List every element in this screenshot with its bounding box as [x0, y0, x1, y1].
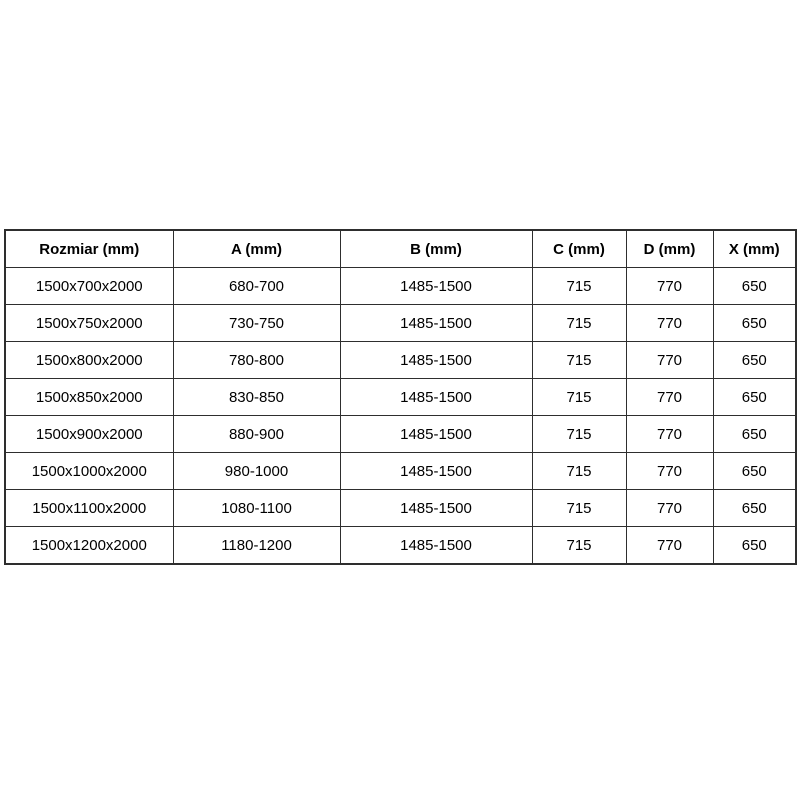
table-cell: 1485-1500 — [340, 527, 532, 565]
table-cell: 780-800 — [173, 342, 340, 379]
header-cell: X (mm) — [713, 230, 796, 268]
table-cell: 1485-1500 — [340, 490, 532, 527]
table-cell: 715 — [532, 416, 626, 453]
dimensions-table — [4, 229, 797, 565]
table-row — [5, 379, 796, 416]
table-cell: 1500x750x2000 — [5, 305, 173, 342]
table-cell: 715 — [532, 527, 626, 565]
table-cell: 650 — [713, 342, 796, 379]
table-cell: 650 — [713, 527, 796, 565]
table-cell: 1180-1200 — [173, 527, 340, 565]
table-row — [5, 453, 796, 490]
table-cell: 650 — [713, 453, 796, 490]
table-cell: 715 — [532, 268, 626, 305]
table-cell: 980-1000 — [173, 453, 340, 490]
table-cell: 650 — [713, 490, 796, 527]
table-cell: 650 — [713, 305, 796, 342]
table-cell: 1500x800x2000 — [5, 342, 173, 379]
header-cell: Rozmiar (mm) — [5, 230, 173, 268]
table-cell: 1500x1200x2000 — [5, 527, 173, 565]
table-cell: 715 — [532, 379, 626, 416]
table-cell: 650 — [713, 416, 796, 453]
table-cell: 830-850 — [173, 379, 340, 416]
table-cell: 770 — [626, 416, 713, 453]
table-cell: 770 — [626, 379, 713, 416]
table-cell: 715 — [532, 490, 626, 527]
table-header — [5, 230, 796, 268]
table-cell: 715 — [532, 453, 626, 490]
table-cell: 650 — [713, 268, 796, 305]
table-cell: 770 — [626, 268, 713, 305]
table-cell: 880-900 — [173, 416, 340, 453]
table-row — [5, 416, 796, 453]
table-cell: 715 — [532, 305, 626, 342]
table-cell: 1485-1500 — [340, 416, 532, 453]
table-cell: 650 — [713, 379, 796, 416]
table-row — [5, 305, 796, 342]
table-body — [5, 268, 796, 565]
table-cell: 1485-1500 — [340, 379, 532, 416]
table-cell: 715 — [532, 342, 626, 379]
header-cell: A (mm) — [173, 230, 340, 268]
table-row — [5, 490, 796, 527]
table-cell: 1485-1500 — [340, 268, 532, 305]
header-cell: C (mm) — [532, 230, 626, 268]
table-cell: 770 — [626, 527, 713, 565]
table-cell: 770 — [626, 305, 713, 342]
table-row — [5, 268, 796, 305]
table-cell: 730-750 — [173, 305, 340, 342]
table-cell: 770 — [626, 453, 713, 490]
table-cell: 1500x1100x2000 — [5, 490, 173, 527]
table-row — [5, 342, 796, 379]
table-header-row — [5, 230, 796, 268]
table-row — [5, 527, 796, 565]
table-cell: 1500x900x2000 — [5, 416, 173, 453]
header-cell: D (mm) — [626, 230, 713, 268]
table-cell: 1500x850x2000 — [5, 379, 173, 416]
table-cell: 1080-1100 — [173, 490, 340, 527]
table-cell: 680-700 — [173, 268, 340, 305]
table-cell: 1485-1500 — [340, 305, 532, 342]
header-cell: B (mm) — [340, 230, 532, 268]
table-cell: 1500x1000x2000 — [5, 453, 173, 490]
table-cell: 770 — [626, 342, 713, 379]
table-cell: 1485-1500 — [340, 453, 532, 490]
table-cell: 1485-1500 — [340, 342, 532, 379]
table-cell: 1500x700x2000 — [5, 268, 173, 305]
table-cell: 770 — [626, 490, 713, 527]
